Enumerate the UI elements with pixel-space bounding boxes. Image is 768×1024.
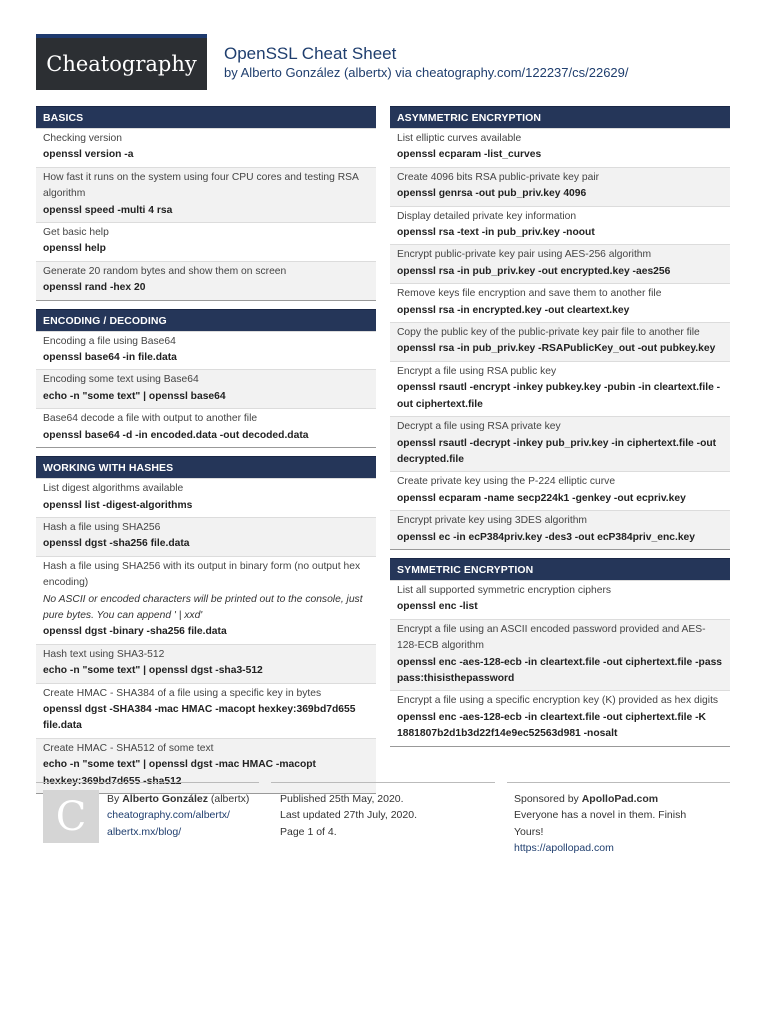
entry-description: Create private key using the P-224 elliptic curve: [397, 476, 616, 488]
entry-command: openssl ecparam -name secp224k1 -genkey -out ecpriv.key: [397, 492, 686, 504]
cheat-entry: [390, 416, 730, 471]
footer-profile-link[interactable]: cheatography.com/albertx/: [107, 809, 230, 822]
sheet-url-link[interactable]: cheatography.com/122237/cs/22629/: [415, 65, 629, 80]
entry-description: List all supported symmetric encryption ciphers: [397, 584, 612, 596]
entry-description: Hash text using SHA3-512: [43, 648, 165, 660]
header: [36, 34, 730, 90]
author-link[interactable]: Alberto González (albertx): [240, 65, 392, 80]
cheat-section: [390, 106, 730, 550]
cheat-entry: [36, 517, 376, 556]
footer-author-handle: (albertx): [210, 793, 250, 805]
cheat-entry: [390, 361, 730, 416]
cheat-entry: [36, 331, 376, 370]
entry-description: Hash a file using SHA256: [43, 521, 161, 533]
author-avatar[interactable]: C: [43, 790, 99, 843]
entry-command: openssl rand -hex 20: [43, 282, 146, 294]
entry-description: Generate 20 random bytes and show them on screen: [43, 265, 287, 277]
cheat-entry: [390, 322, 730, 361]
entry-command: openssl rsa -in pub_priv.key -out encrypted.key -aes256: [397, 265, 671, 277]
footer-sponsor-text: Everyone has a novel in them. Finish Yours!: [514, 809, 687, 838]
entry-description: How fast it runs on the system using four CPU cores and testing RSA algorithm: [43, 171, 359, 200]
footer-author-name: Alberto González: [122, 793, 208, 805]
cheat-entry: [36, 408, 376, 447]
entry-command: openssl speed -multi 4 rsa: [43, 204, 173, 216]
cheat-entry: [390, 510, 730, 549]
entry-description: List elliptic curves available: [397, 133, 522, 144]
left-column: [36, 106, 376, 802]
entry-description: Encoding some text using Base64: [43, 374, 199, 386]
cheat-entry: [390, 283, 730, 322]
cheat-entry: [36, 683, 376, 738]
cheat-entry: [390, 167, 730, 206]
footer-published: Published 25th May, 2020.: [280, 793, 404, 805]
entry-command: openssl dgst -sha256 file.data: [43, 538, 190, 550]
cheat-entry: [36, 644, 376, 683]
entry-command: echo -n "some text" | openssl dgst -mac HMAC -macopt: [43, 759, 316, 771]
cheat-section: [390, 558, 730, 747]
cheat-entry: [36, 556, 376, 644]
cheat-entry: [36, 738, 376, 793]
footer-by: By: [107, 793, 120, 805]
entry-description: Copy the public key of the public-private key pair file to another file: [397, 327, 700, 339]
cheat-entry: [36, 478, 376, 517]
entry-command: openssl enc -list: [397, 601, 478, 613]
cheat-entry: [36, 369, 376, 408]
cheat-entry: [390, 580, 730, 619]
entry-command: openssl help: [43, 243, 106, 255]
entry-description: Base64 decode a file with output to another file: [43, 413, 258, 425]
entry-command: openssl genrsa -out pub_priv.key 4096: [397, 188, 587, 200]
entry-description: Get basic help: [43, 227, 109, 239]
entry-command: openssl ecparam -list_curves: [397, 149, 542, 161]
entry-command: openssl base64 -d -in encoded.data -out decoded.data: [43, 429, 309, 441]
footer-updated: Last updated 27th July, 2020.: [280, 809, 417, 822]
cheat-section: [36, 106, 376, 301]
footer-divider: [271, 782, 495, 783]
cheat-section: [36, 309, 376, 448]
entry-command: openssl list -digest-algorithms: [43, 499, 193, 511]
section-header: SYMMETRIC ENCRYPTION: [390, 558, 730, 580]
entry-description: Encrypt a file using RSA public key: [397, 365, 557, 377]
entry-command: openssl rsautl -encrypt -inkey pubkey.key -pubin -in cleartext.file -out ciphertext.file: [397, 382, 721, 410]
entry-description: Create HMAC - SHA512 of some text: [43, 742, 214, 754]
byline-by: by: [224, 65, 238, 80]
entry-description: Create HMAC - SHA384 of a file using a specific key in bytes: [43, 687, 322, 699]
entry-command: openssl version -a: [43, 149, 134, 161]
footer-blog-link[interactable]: albertx.mx/blog/: [107, 825, 182, 838]
entry-command: openssl rsautl -decrypt -inkey pub_priv.key -in ciphertext.file -out decrypted.file: [397, 437, 717, 465]
byline: [224, 65, 629, 80]
entry-command: openssl dgst -binary -sha256 file.data: [43, 626, 227, 638]
footer-divider: [36, 782, 259, 783]
entry-note: No ASCII or encoded characters will be printed out to the console, just pure bytes. You can append ' | xxd': [43, 593, 363, 621]
entry-command: openssl ec -in ecP384priv.key -des3 -out ecP384priv_enc.key: [397, 531, 696, 543]
entry-description: Checking version: [43, 133, 122, 144]
entry-description: Hash a file using SHA256 with its output in binary form (no output hex encoding): [43, 560, 361, 589]
cheat-entry: [36, 167, 376, 222]
cheat-section: [36, 456, 376, 794]
entry-description: Create 4096 bits RSA public-private key pair: [397, 171, 600, 183]
footer-sponsored-by: Sponsored by: [514, 793, 579, 805]
entry-description: Encrypt public-private key pair using AES-256 algorithm: [397, 249, 652, 261]
footer-divider: [507, 782, 730, 783]
cheat-entry: [390, 244, 730, 283]
footer-sponsor-link[interactable]: https://apollopad.com: [514, 842, 614, 855]
entry-description: Display detailed private key information: [397, 210, 577, 222]
footer-sponsor: [514, 791, 714, 857]
entry-description: Encrypt a file using a specific encryption key (K) provided as hex digits: [397, 695, 719, 707]
entry-description: Remove keys file encryption and save them to another file: [397, 288, 662, 300]
page-title: OpenSSL Cheat Sheet: [224, 44, 397, 63]
entry-command: openssl base64 -in file.data: [43, 352, 177, 364]
entry-command: echo -n "some text" | openssl dgst -sha3-512: [43, 665, 263, 677]
cheatography-logo[interactable]: Cheatography: [36, 34, 207, 90]
entry-command: openssl enc -aes-128-ecb -in cleartext.file -out ciphertext.file -K 1881807b2d1b3d22f14e9ec52563d981 -nosalt: [397, 711, 706, 740]
cheat-entry: [390, 206, 730, 245]
entry-command: openssl enc -aes-128-ecb -in cleartext.file -out ciphertext.file -pass pass:thisisthepassword: [397, 656, 723, 684]
entry-description: Encoding a file using Base64: [43, 335, 176, 347]
cheat-entry: [390, 690, 730, 745]
footer-sponsor-name[interactable]: ApolloPad.com: [581, 793, 659, 805]
entry-description: List digest algorithms available: [43, 483, 184, 495]
cheat-entry: [36, 222, 376, 261]
entry-description: Encrypt private key using 3DES algorithm: [397, 515, 588, 527]
entry-command: openssl rsa -in encrypted.key -out cleartext.key: [397, 304, 630, 316]
cheat-entry: [390, 471, 730, 510]
right-column: [390, 106, 730, 755]
footer-author: [107, 791, 267, 840]
byline-via: via: [395, 65, 412, 80]
entry-description: Decrypt a file using RSA private key: [397, 421, 561, 433]
section-header: BASICS: [36, 106, 376, 128]
entry-command: openssl dgst -SHA384 -mac HMAC -macopt hexkey:369bd7d655 file.data: [43, 703, 356, 732]
entry-description: Encrypt a file using an ASCII encoded password provided and AES-128-ECB algorithm: [397, 623, 706, 652]
cheat-entry: [390, 128, 730, 167]
entry-command: openssl rsa -text -in pub_priv.key -noout: [397, 227, 595, 239]
cheat-entry: [36, 128, 376, 167]
section-header: ENCODING / DECODING: [36, 309, 376, 331]
entry-command: echo -n "some text" | openssl base64: [43, 390, 226, 402]
entry-command: openssl rsa -in pub_priv.key -RSAPublicKey_out -out pubkey.key: [397, 343, 716, 355]
cheat-entry: [36, 261, 376, 300]
section-header: WORKING WITH HASHES: [36, 456, 376, 478]
section-header: ASYMMETRIC ENCRYPTION: [390, 106, 730, 128]
cheat-entry: [390, 619, 730, 691]
footer-dates: [280, 791, 480, 840]
footer-page-number: Page 1 of 4.: [280, 825, 337, 838]
